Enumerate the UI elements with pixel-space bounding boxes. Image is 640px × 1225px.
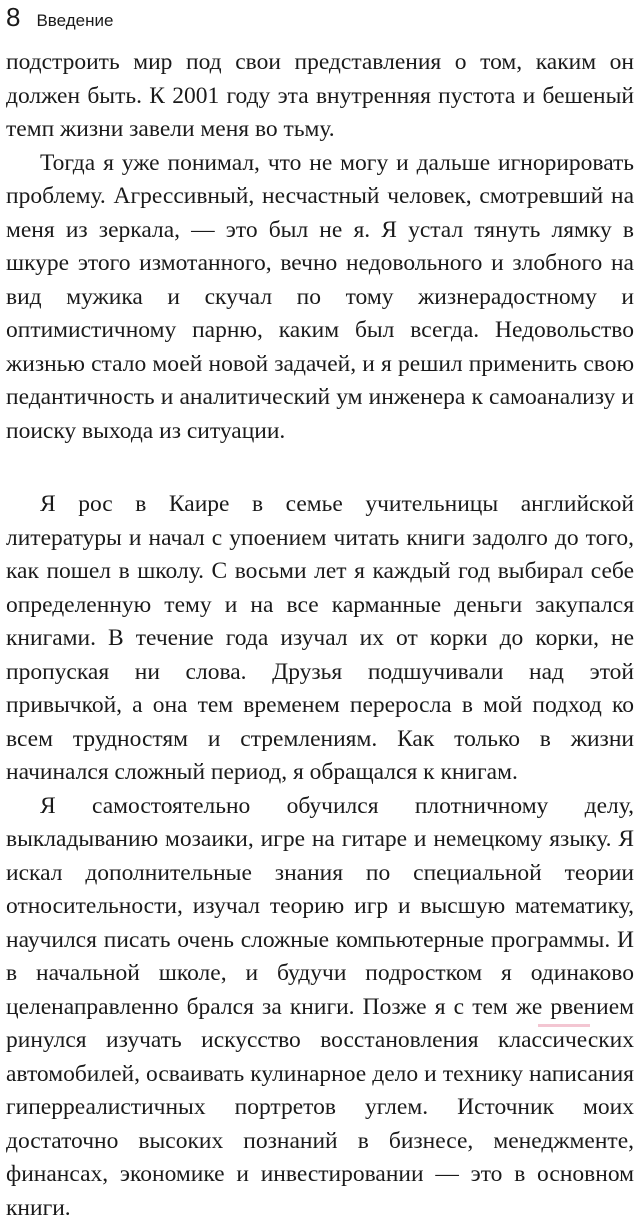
page-number: 8 <box>6 0 20 34</box>
decorative-mark <box>538 1024 590 1027</box>
running-header <box>6 0 113 36</box>
body-text <box>6 46 634 1225</box>
section-break <box>6 448 634 488</box>
section-title: Введение <box>36 4 113 38</box>
paragraph: Тогда я уже понимал, что не могу и дальше игнорировать проблему. Агрессивный, несчастный человек, смотревший на меня из зеркала, — это был не я. Я устал тянуть лямку в шкуре этого измотанного, вечно недовольного и злобного на вид мужика и скучал по тому жизнерадостному и оптимистичному парню, каким был всегда. Недовольство жизнью стало моей новой задачей, и я решил применить свою педантичность и аналитический ум инженера к самоанализу и поиску выхода из ситуации. <box>6 147 634 449</box>
paragraph: Я рос в Каире в семье учительницы английской литературы и начал с упоением читать книги задолго до того, как пошел в школу. С восьми лет я каждый год выбирал себе определенную тему и на все карманные деньги закупался книгами. В течение года изучал их от корки до корки, не пропуская ни слова. Друзья подшучивали над этой привычкой, а она тем временем переросла в мой подход ко всем трудностям и стремлениям. Как только в жизни начинался сложный период, я обращался к книгам. <box>6 488 634 790</box>
paragraph-continuation: подстроить мир под свои представления о том, каким он должен быть. К 2001 году эта внутренняя пустота и бешеный темп жизни завели меня во тьму. <box>6 46 634 147</box>
paragraph: Я самостоятельно обучился плотничному делу, выкладыванию мозаики, игре на гитаре и немецкому языку. Я искал дополнительные знания по специальной теории относительности, изучал теорию игр и высшую математику, научился писать очень сложные компьютерные программы. И в начальной школе, и будучи подростком я одинаково целенаправленно брался за книги. Позже я с тем же рвением ринулся изучать искусство восстановления классических автомобилей, осваивать кулинарное дело и технику написания гиперреалистичных портретов углем. Источник моих достаточно высоких познаний в бизнесе, менеджменте, финансах, экономике и инвестировании — это в основном книги. <box>6 790 634 1225</box>
